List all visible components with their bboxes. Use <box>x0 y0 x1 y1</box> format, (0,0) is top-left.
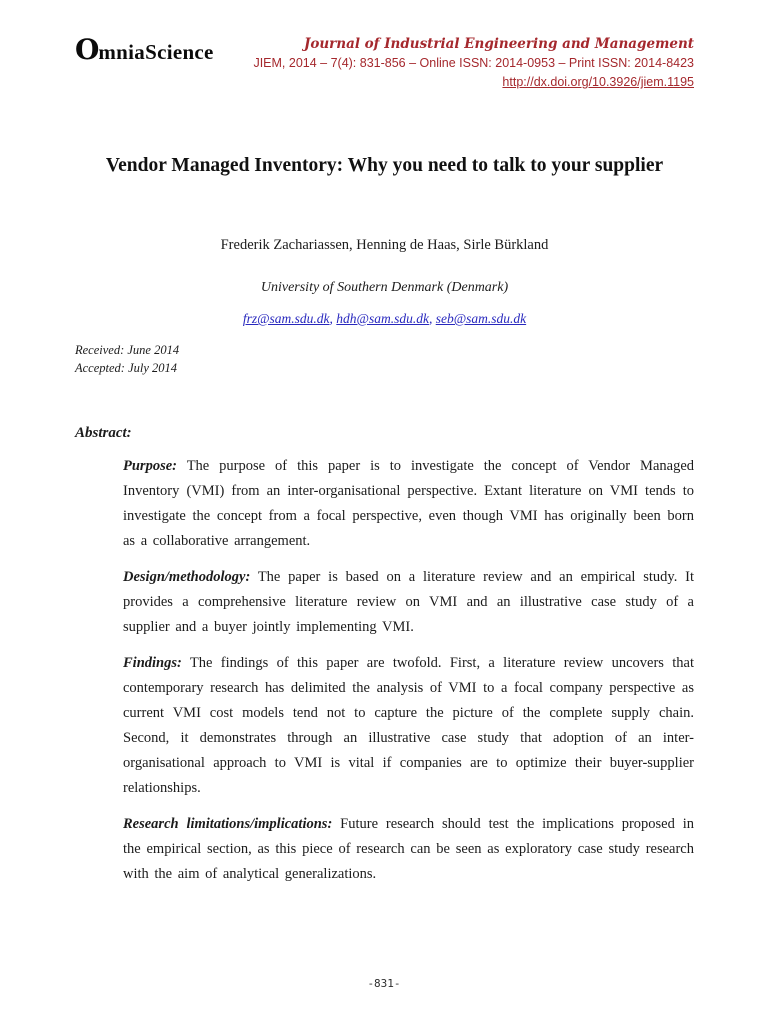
submission-dates <box>75 341 694 377</box>
journal-header <box>75 0 694 91</box>
abstract-heading: Abstract: <box>75 425 132 441</box>
abstract-paragraph-purpose <box>123 454 694 554</box>
paragraph-text: The findings of this paper are twofold. First, a literature review uncovers that contemporary research has delimited the analysis of VMI to a focal company perspective as current VMI cost models tend not to capture the picture of the complete supply chain. Second, it demonstrates through an illustrative case study that adoption of an inter-organisational approach to VMI is vital if companies are to optimize their buyer-supplier relationships. <box>123 655 694 796</box>
doi-link[interactable]: http://dx.doi.org/10.3926/jiem.1195 <box>502 75 694 89</box>
email-link-1[interactable]: frz@sam.sdu.dk <box>242 311 330 326</box>
page-number: -831- <box>367 977 401 990</box>
email-link-2[interactable]: hdh@sam.sdu.dk <box>336 311 429 326</box>
paragraph-text: The paper is based on a literature review and an empirical study. It provides a comprehensive literature review on VMI and an illustrative case study of a supplier and a buyer jointly implementing VMI. <box>123 569 694 635</box>
paragraph-text: The purpose of this paper is to investigate the concept of Vendor Managed Inventory (VMI) from an inter-organisational perspective. Extant literature on VMI tends to investigate the concept from a focal perspective, even though VMI has originally been born as a collaborative arrangement. <box>123 458 694 549</box>
received-date: Received: June 2014 <box>75 343 180 357</box>
email-link-3[interactable]: seb@sam.sdu.dk <box>435 311 527 326</box>
email-separator: , <box>428 311 436 326</box>
abstract-paragraph-findings <box>123 651 694 801</box>
logo-o-letter: O <box>75 33 99 66</box>
logo-text: mniaScience <box>98 40 214 64</box>
accepted-date: Accepted: July 2014 <box>75 361 178 375</box>
paragraph-label: Research limitations/implications: <box>123 816 333 832</box>
email-separator: , <box>329 311 337 326</box>
journal-name: Journal of Industrial Engineering and Management <box>303 36 694 52</box>
affiliation-line: University of Southern Denmark (Denmark) <box>260 280 509 295</box>
paragraph-text: Future research should test the implications proposed in the empirical section, as this piece of research can be seen as exploratory case study research with the aim of analytical generalizations. <box>123 816 695 882</box>
author-emails <box>75 311 694 327</box>
abstract-body <box>123 454 694 887</box>
doi-line <box>253 73 694 91</box>
authors-line: Frederik Zachariassen, Henning de Haas, Sirle Bürkland <box>220 237 549 253</box>
article-title: Vendor Managed Inventory: Why you need to talk to your supplier <box>105 155 664 176</box>
omniascience-logo <box>75 33 214 66</box>
paragraph-label: Design/methodology: <box>123 569 251 585</box>
abstract-paragraph-limitations <box>123 812 694 887</box>
journal-issue-line: JIEM, 2014 – 7(4): 831-856 – Online ISSN: 2014-0953 – Print ISSN: 2014-8423 <box>253 56 694 70</box>
journal-header-right <box>253 36 694 91</box>
abstract-paragraph-design <box>123 565 694 640</box>
paragraph-label: Purpose: <box>123 458 177 474</box>
paragraph-label: Findings: <box>123 655 182 671</box>
